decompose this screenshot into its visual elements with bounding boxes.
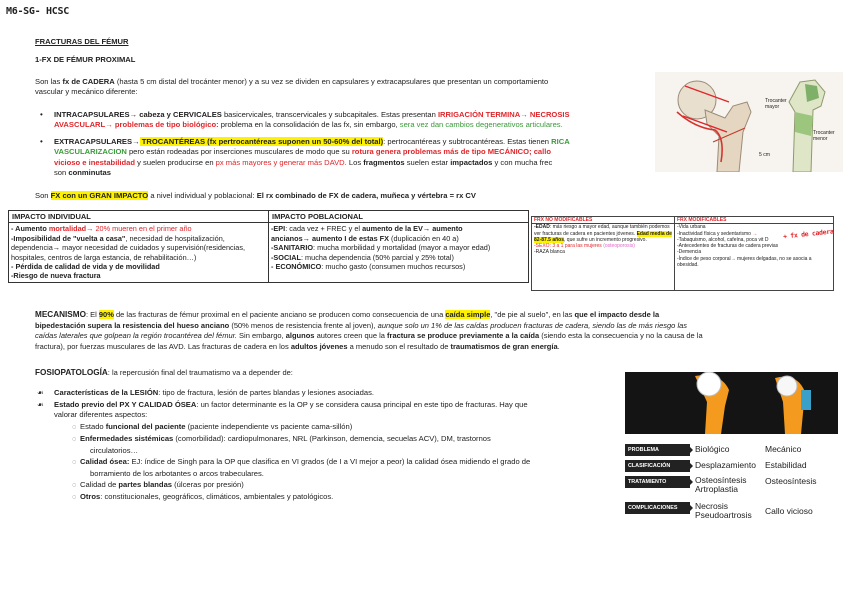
- label-greater-trochanter: Trocanter mayor: [765, 98, 787, 111]
- label-5cm: 5 cm: [759, 152, 771, 158]
- figure-row: [625, 458, 838, 474]
- impact-table: [8, 210, 529, 283]
- row-label: PROBLEMA: [625, 444, 690, 456]
- figure-table: [625, 442, 838, 526]
- row-label: COMPLICACIONES: [625, 502, 690, 514]
- figure-row: [625, 442, 838, 458]
- figure-row: [625, 500, 838, 526]
- row-arrow: [687, 460, 693, 472]
- femur-figure: [655, 72, 843, 172]
- row-col2: Mecánico: [765, 444, 802, 454]
- row-col1: Osteosíntesis Artroplastia: [695, 475, 747, 494]
- row-arrow: [687, 476, 693, 488]
- impact-population-header: IMPACTO POBLACIONAL: [269, 211, 529, 223]
- aspect-item: ◌ Enfermedades sistémicas (comorbilidad): cardiopulmonares, NRL (Parkinson, demencia, secuelas ACV), DM, trastornos circulatorios…: [72, 434, 491, 455]
- femur-illustration: [655, 72, 843, 172]
- section-title: 1-FX DE FÉMUR PROXIMAL: [35, 55, 136, 64]
- non-modifiable-cell: -EDAD: más riesgo a mayor edad, aunque también podemos ver fracturas de cadera en pacientes jóvenes. Edad media de 82-87.5 años, que sufre un incremento progresivo. -SEXO: 3 a 1 para las mujeres (osteoporosis) -RAZA blanca: [532, 224, 675, 291]
- row-arrow: [687, 502, 693, 514]
- row-label: CLASIFICACIÓN: [625, 460, 690, 472]
- row-col2: Osteosíntesis: [765, 476, 817, 486]
- bullet-mark: ☙: [37, 388, 44, 397]
- bullet-dot: •: [40, 137, 43, 146]
- impact-individual-cell: - Aumento mortalidad→ 20% mueren en el primer año -Imposibilidad de "vuelta a casa", necesidad de hospitalización, dependencia→ mayor necesidad de cuidados y supervisión(residencias, hospitales, centros de larga estancia, de rehabilitación…) - Pérdida de calidad de vida y de movilidad -Riesgo de nueva fractura: [9, 223, 269, 282]
- aspect-item: ◌ Calidad de partes blandas (úlceras por presión): [72, 480, 244, 490]
- row-col1: Desplazamiento: [695, 460, 756, 470]
- hip-bones-illustration: [625, 372, 838, 434]
- aspect-list: [72, 422, 602, 504]
- risk-factor-table: [531, 216, 834, 291]
- intracapsular-item: INTRACAPSULARES→ cabeza y CERVICALES basicervicales, transcervicales y subcapitales. Estas presentan IRRIGACIÓN TERMINA→ NECROSIS AVASCULARL→ problemas de tipo biológico: problema en la consolidación de las fx, sin embargo, sera vez dan cambios degenerativos articulares.: [54, 110, 570, 130]
- aspect-item: ◌ Calidad ósea: EJ: índice de Singh para la OP que clasifica en VI grados (de I a VI mejor a peor) la calidad ósea midiendo el grado de borramiento de los arbotantes o arcos trabeculares.: [72, 457, 531, 478]
- lesion-item: Características de la LESIÓN: tipo de fractura, lesión de partes blandas y lesiones asociadas.: [54, 388, 374, 397]
- bullet-mark: ☙: [37, 400, 44, 409]
- modifiable-cell: -Vida urbana -Inactividad física y sedentarismo → -Tabaquismo, alcohol, cafeína, poca vit D -Antecedentes de fracturas de cadera previas -Demencia -Índice de peso corporal→ mujeres delgadas, no se asocia a obesidad.: [675, 224, 834, 291]
- modifiable-header: FRX MODIFICABLES: [675, 217, 834, 224]
- aspect-item: ◌ Estado funcional del paciente (paciente independiente vs paciente cama-sillón): [72, 422, 353, 431]
- impact-individual-header: IMPACTO INDIVIDUAL: [9, 211, 269, 223]
- page-title: FRACTURAS DEL FÉMUR: [35, 37, 129, 46]
- impact-line: Son FX con un GRAN IMPACTO a nivel individual y poblacional: El rx combinado de FX de cadera, muñeca y vértebra = rx CV: [35, 191, 476, 200]
- label-lesser-trochanter: Trocanter menor: [813, 130, 835, 143]
- handwritten-risk-note: + fx de cadera: [782, 227, 834, 241]
- row-arrow: [687, 444, 693, 456]
- row-col1: Necrosis Pseudoartrosis: [695, 501, 752, 520]
- mechanism-paragraph: MECANISMO: El 90% de las fracturas de fémur proximal en el paciente anciano se producen como consecuencia de una caída simple, "de pie al suelo", en las que el impacto desde la bipedestación supera la resistencia del hueso anciano (50% menos de resistencia frente al joven), aunque solo un 1% de las caídas producen fracturas de cadera, siendo las de más riesgo las caídas laterales que golpean la región trocantérea del fémur. Sin embargo, algunos autores creen que la fractura se produce previamente a la caída (siendo esta la consecuencia y no la causa de la fractura), por fuerzas musculares de las AVD. Las fracturas de cadera en los adultos jóvenes a menudo son el resultado de traumatismos de gran energía.: [35, 310, 703, 351]
- bullet-dot: •: [40, 110, 43, 119]
- pathophysiology-heading: FOSIOPATOLOGÍA: la repercusión final del traumatismo va a depender de:: [35, 368, 293, 377]
- aspect-item: ◌ Otros: constitucionales, geográficos, climáticos, ambientales y patológicos.: [72, 492, 334, 502]
- impact-population-cell: -EPI: cada vez + FREC y el aumento de la EV→ aumento ancianos→ aumento I de estas FX (duplicación en 40 a) -SANITARIO: mucha morbilidad y mortalidad (mayor a mayor edad) -SOCIAL: mucha dependencia (50% parcial y 25% total) - ECONÓMICO: mucho gasto (consumen muchos recursos): [269, 223, 529, 282]
- row-col1: Biológico: [695, 444, 730, 454]
- row-col2: Callo vicioso: [765, 506, 813, 516]
- intro-paragraph: Son las fx de CADERA (hasta 5 cm distal del trocánter menor) y a su vez se dividen en capsulares y extracapsulares que presentan un comportamiento vascular y mecánico diferente:: [35, 77, 549, 97]
- non-modifiable-header: FRX NO MODIFICABLES: [532, 217, 675, 224]
- corner-note: M6-SG- HCSC: [6, 6, 69, 17]
- extracapsular-item: EXTRACAPSULARES→ TROCANTÉREAS (fx pertrocantéreas suponen un 50-60% del total): pertrocantéreas y subtrocantéreas. Estas tienen RICA VASCULARIZACION pero están rodeadas por inserciones musculares de modo que su rotura genera problemas más de tipo MECÁNICO; callo vicioso e inestabilidad y suelen producirse en px más mayores y generar más DAVD. Los fragmentos suelen estar impactados y con mucha frec son conminutas: [54, 137, 570, 178]
- row-label: TRATAMIENTO: [625, 476, 690, 488]
- figure-image-band: [625, 372, 838, 434]
- comparison-figure: [625, 372, 838, 537]
- figure-row: [625, 474, 838, 500]
- row-col2: Estabilidad: [765, 460, 807, 470]
- bone-quality-item: Estado previo del PX Y CALIDAD ÓSEA: un factor determinante es la OP y se considera causa principal en este tipo de fracturas. Hay que valorar diferentes aspectos:: [54, 400, 528, 420]
